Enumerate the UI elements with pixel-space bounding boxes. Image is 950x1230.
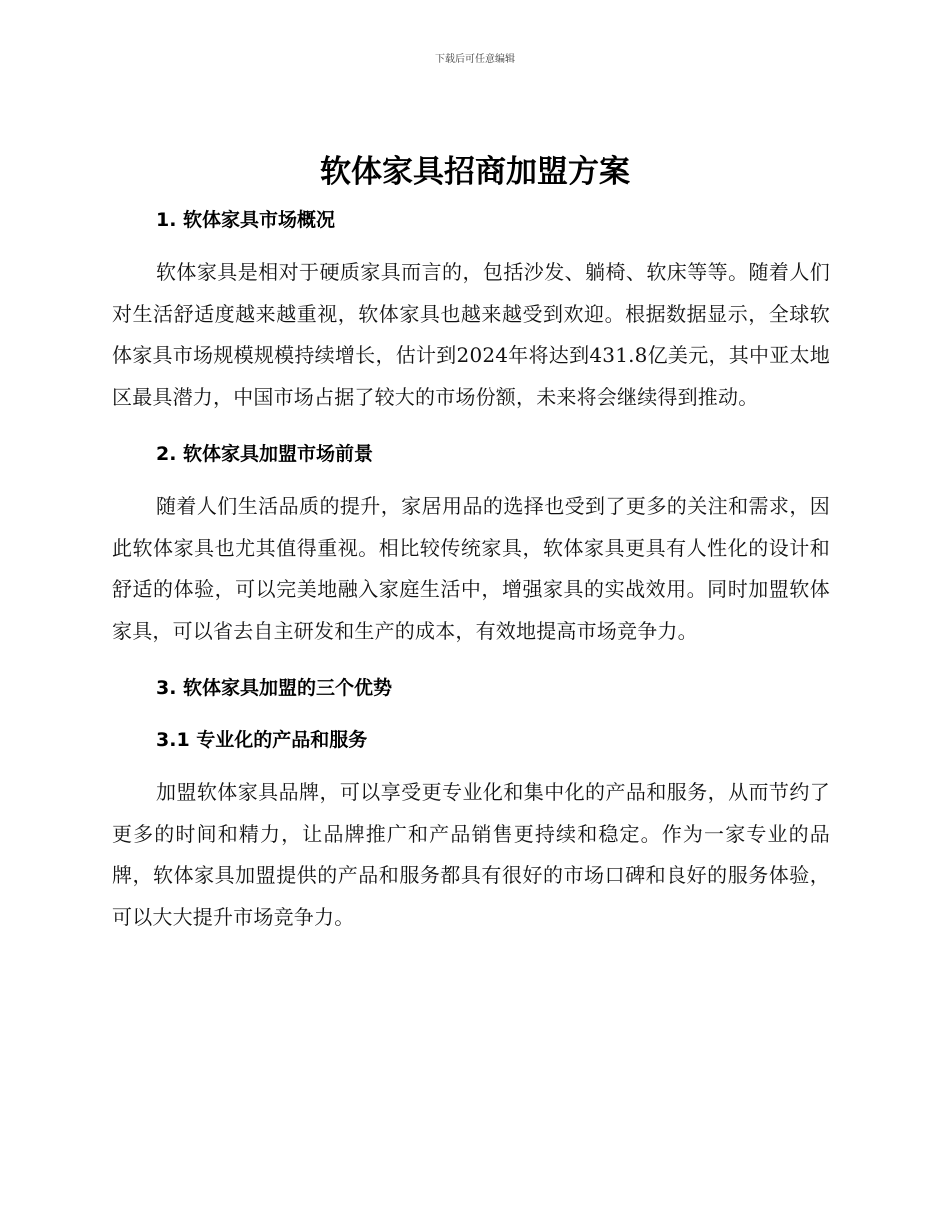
- section-paragraph-1: 软体家具是相对于硬质家具而言的，包括沙发、躺椅、软床等等。随着人们对生活舒适度越来越重视，软体家具也越来越受到欢迎。根据数据显示，全球软体家具市场规模规模持续增长，估计到2024年将达到431.8亿美元，其中亚太地区最具潜力，中国市场占据了较大的市场份额，未来将会继续得到推动。: [112, 260, 830, 409]
- section-paragraph-3-1: 加盟软体家具品牌，可以享受更专业化和集中化的产品和服务，从而节约了更多的时间和精力，让品牌推广和产品销售更持续和稳定。作为一家专业的品牌，软体家具加盟提供的产品和服务都具有很好的市场口碑和良好的服务体验，可以大大提升市场竞争力。: [112, 780, 830, 929]
- document-body: [112, 200, 830, 938]
- section-heading-3-1: 3.1 专业化的产品和服务: [156, 729, 368, 751]
- document-title: 软体家具招商加盟方案: [320, 154, 630, 190]
- section-heading-2: 2. 软体家具加盟市场前景: [156, 443, 374, 465]
- section-heading-3: 3. 软体家具加盟的三个优势: [156, 677, 393, 699]
- section-paragraph-2: 随着人们生活品质的提升，家居用品的选择也受到了更多的关注和需求，因此软体家具也尤其值得重视。相比较传统家具，软体家具更具有人性化的设计和舒适的体验，可以完美地融入家庭生活中，增强家具的实战效用。同时加盟软体家具，可以省去自主研发和生产的成本，有效地提高市场竞争力。: [112, 494, 830, 643]
- header-note: 下载后可任意编辑: [435, 54, 515, 65]
- section-heading-1: 1. 软体家具市场概况: [156, 209, 336, 231]
